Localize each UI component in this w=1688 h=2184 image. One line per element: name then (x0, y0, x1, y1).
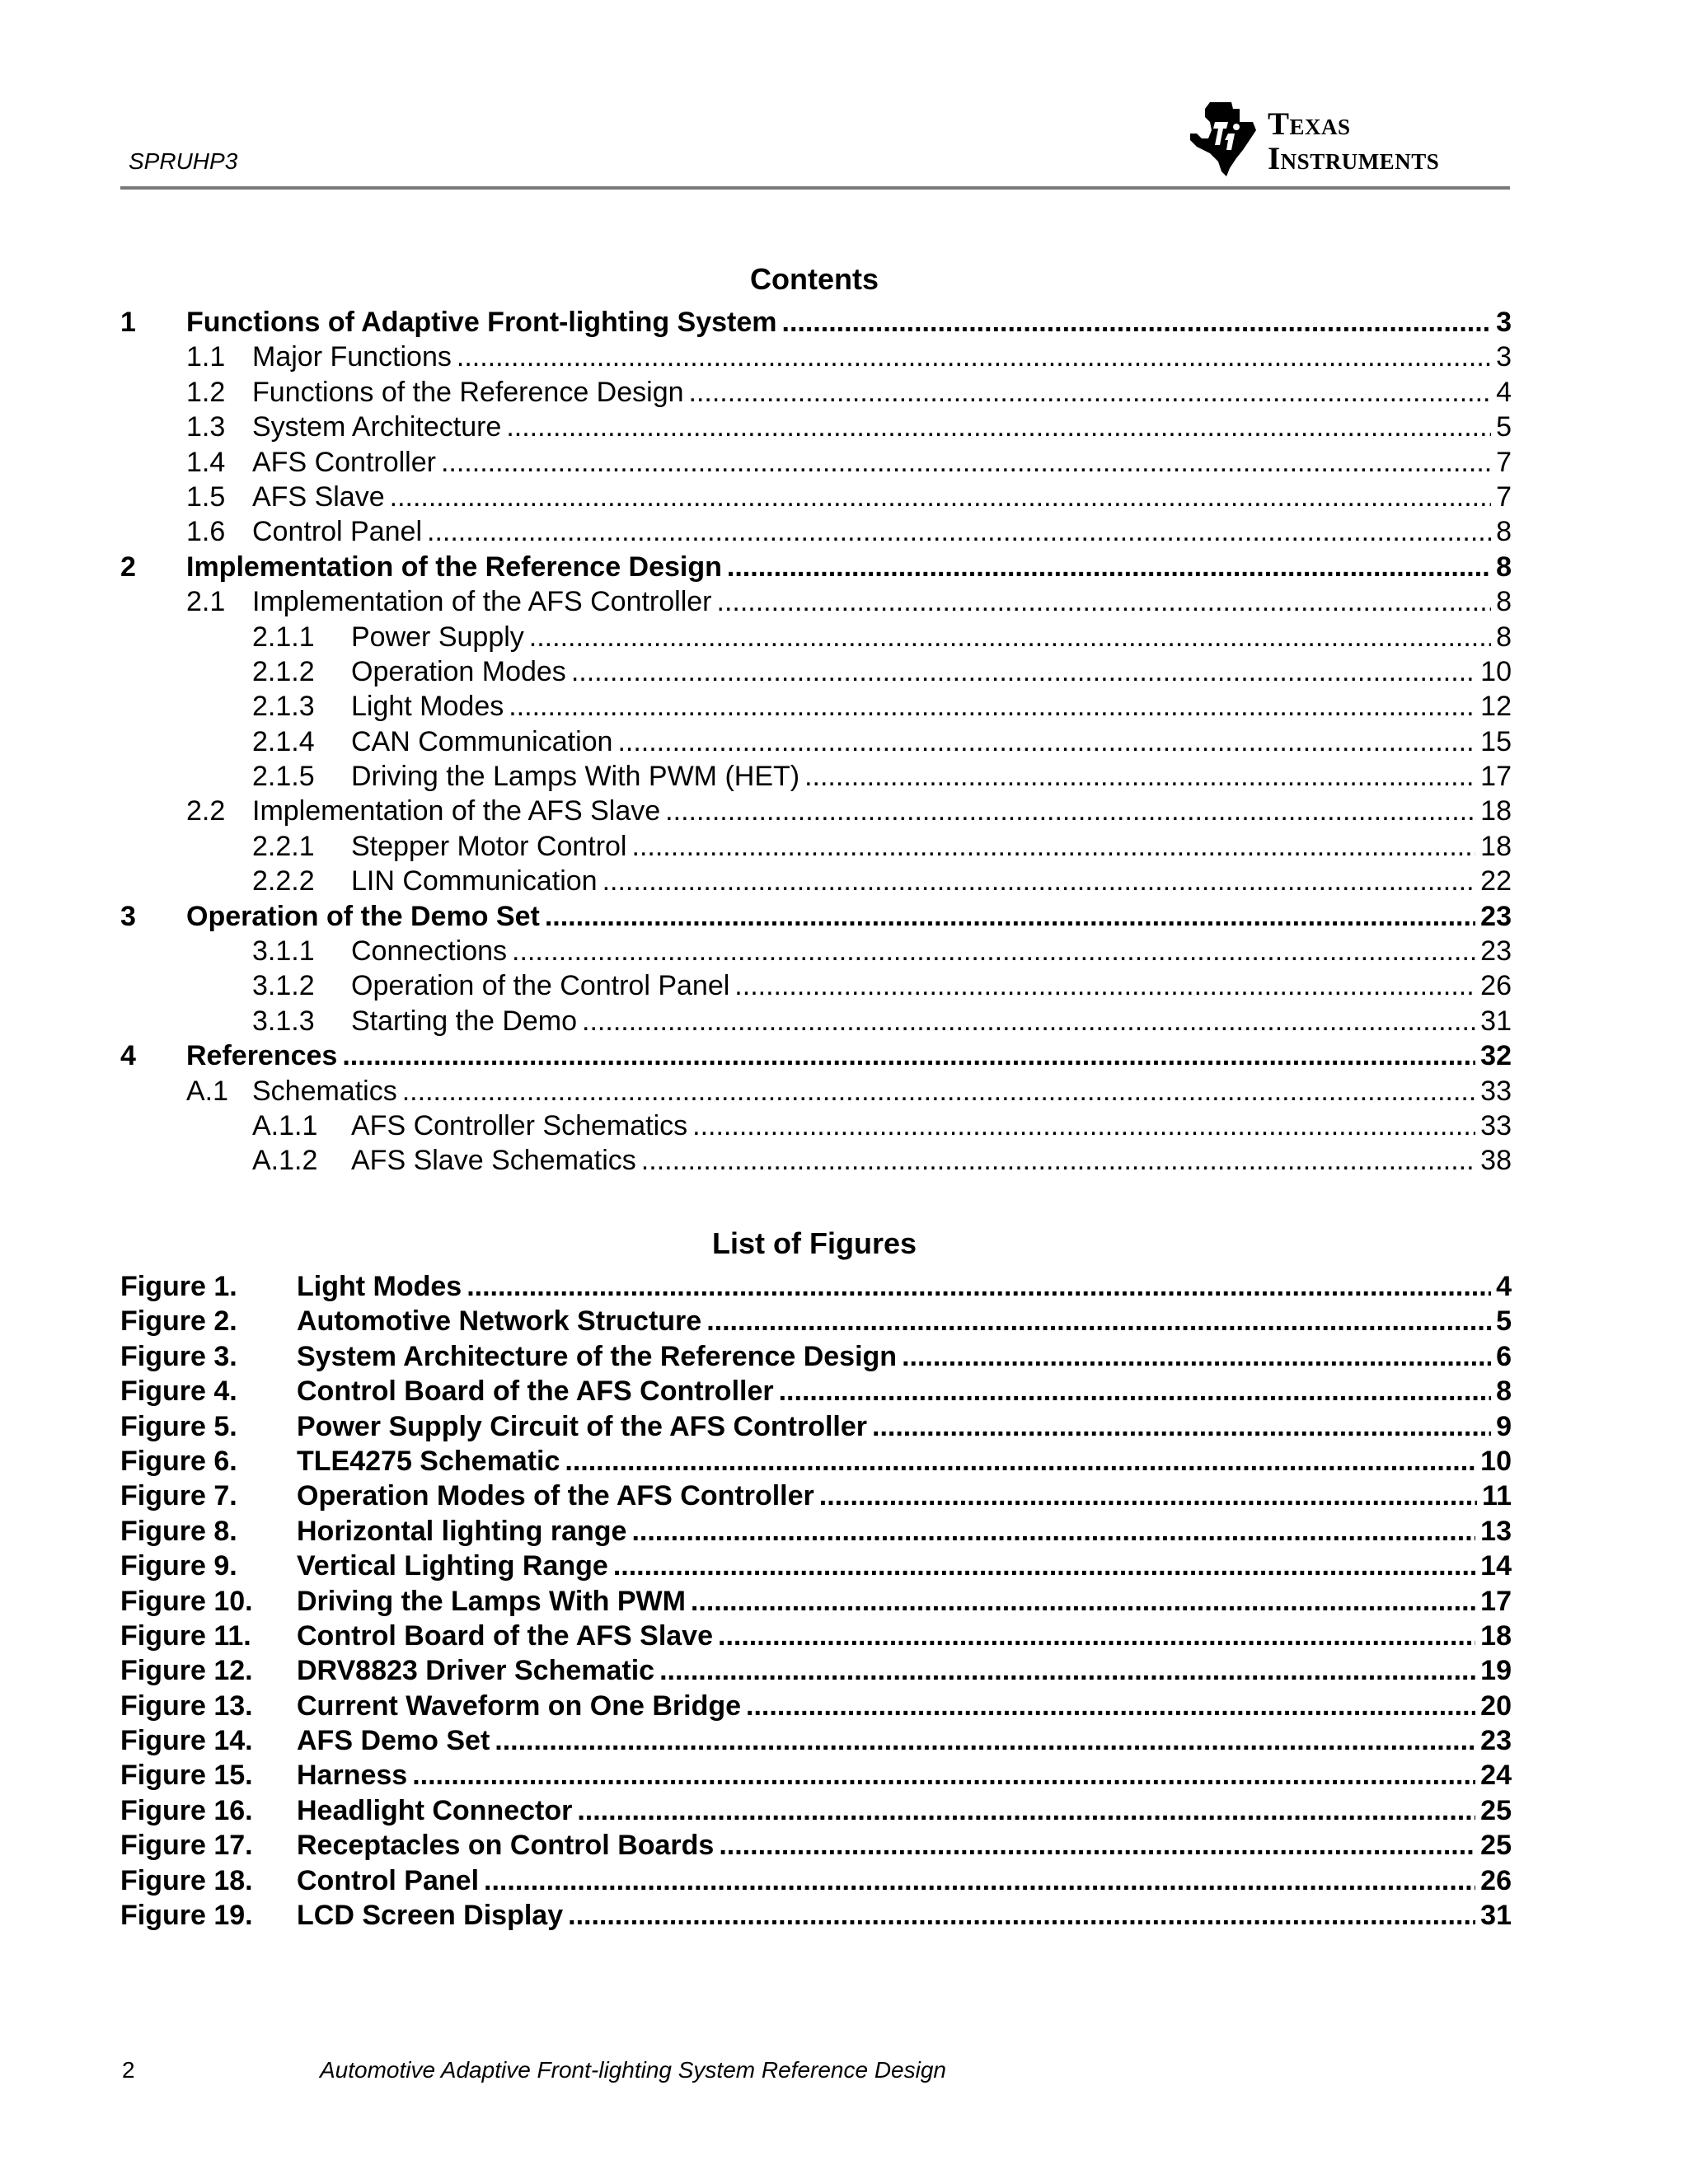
figure-entry-number: Figure 11. (120, 1619, 251, 1652)
toc-entry-number: 1.1 (186, 341, 226, 373)
toc-entry-number: 2.1 (186, 586, 226, 618)
dot-leader (467, 1269, 1491, 1304)
figure-entry-number: Figure 19. (120, 1900, 253, 1932)
contents-title: Contents (750, 262, 879, 296)
figure-entry[interactable] (120, 1549, 1512, 1583)
figure-entry-label: AFS Demo Set (297, 1723, 495, 1758)
toc-entry-label: Major Functions (252, 340, 457, 374)
toc-entry[interactable] (120, 689, 1512, 724)
toc-entry-page: 33 (1475, 1074, 1512, 1108)
dot-leader (659, 1653, 1475, 1688)
figure-entry-label: Current Waveform on One Bridge (297, 1689, 746, 1723)
toc-entry-number: 1.6 (186, 516, 226, 548)
toc-entry-page: 8 (1491, 620, 1512, 654)
toc-entry-number: 2.1.3 (252, 691, 315, 723)
toc-entry-number: 2.1.5 (252, 761, 315, 793)
toc-entry-label: Light Modes (351, 689, 509, 724)
toc-entry-label: Operation Modes (351, 654, 571, 689)
toc-entry-page: 15 (1475, 724, 1512, 759)
toc-entry-label: CAN Communication (351, 724, 617, 759)
dot-leader (641, 1143, 1475, 1178)
dot-leader (529, 620, 1491, 654)
figure-entry[interactable] (120, 1898, 1512, 1933)
toc-entry-page: 32 (1475, 1038, 1512, 1073)
table-of-contents (120, 305, 1512, 1179)
figure-entry-label: Horizontal lighting range (297, 1514, 631, 1549)
toc-entry-page: 7 (1491, 480, 1512, 514)
dot-leader (804, 759, 1475, 794)
figure-entry-page: 10 (1475, 1444, 1512, 1479)
toc-entry-number: 2 (120, 551, 136, 583)
figure-entry-page: 17 (1475, 1584, 1512, 1619)
figure-entry-page: 31 (1475, 1898, 1512, 1933)
toc-entry-page: 33 (1475, 1108, 1512, 1143)
dot-leader (872, 1409, 1491, 1444)
toc-entry[interactable] (120, 584, 1512, 619)
dot-leader (603, 864, 1476, 898)
figure-entry-number: Figure 7. (120, 1480, 237, 1512)
dot-leader (719, 1828, 1475, 1863)
footer-page-number: 2 (122, 2057, 135, 2083)
dot-leader (495, 1723, 1475, 1758)
figure-entry[interactable] (120, 1758, 1512, 1793)
figure-entry-label: Automotive Network Structure (297, 1304, 706, 1338)
toc-entry[interactable] (120, 550, 1512, 584)
toc-entry-label: Starting the Demo (351, 1004, 582, 1038)
toc-entry-page: 5 (1491, 410, 1512, 444)
toc-entry-number: 2.1.2 (252, 655, 315, 687)
toc-entry-page: 8 (1491, 514, 1512, 549)
figure-entry-number: Figure 17. (120, 1830, 253, 1862)
toc-entry-page: 26 (1475, 968, 1512, 1003)
figure-entry-label: TLE4275 Schematic (297, 1444, 565, 1479)
toc-entry-label: LIN Communication (351, 864, 603, 898)
figure-entry-number: Figure 6. (120, 1445, 237, 1477)
toc-entry-label: Functions of Adaptive Front-lighting System (186, 305, 782, 340)
figure-entry-label: Power Supply Circuit of the AFS Controller (297, 1409, 872, 1444)
toc-entry-number: 1.3 (186, 411, 226, 443)
figure-entry-page: 25 (1475, 1828, 1512, 1863)
toc-entry-page: 38 (1475, 1143, 1512, 1178)
toc-entry[interactable] (120, 654, 1512, 689)
toc-entry-number: 3.1.2 (252, 970, 315, 1002)
toc-entry-page: 8 (1491, 584, 1512, 619)
toc-entry-page: 23 (1475, 899, 1512, 934)
dot-leader (734, 968, 1475, 1003)
toc-entry[interactable] (120, 1004, 1512, 1038)
toc-entry-page: 8 (1491, 550, 1512, 584)
toc-entry-number: 2.2.2 (252, 865, 315, 898)
ti-logo-icon (1185, 97, 1261, 180)
figure-entry-number: Figure 5. (120, 1410, 237, 1442)
toc-entry[interactable] (120, 899, 1512, 934)
toc-entry-page: 18 (1475, 794, 1512, 828)
toc-entry[interactable] (120, 968, 1512, 1003)
figure-entry-number: Figure 12. (120, 1655, 253, 1687)
figure-entry-label: LCD Screen Display (297, 1898, 568, 1933)
figure-entry-number: Figure 14. (120, 1725, 253, 1757)
toc-entry-label: Implementation of the AFS Slave (252, 794, 665, 828)
dot-leader (565, 1444, 1475, 1479)
dot-leader (617, 724, 1475, 759)
toc-entry-label: AFS Slave Schematics (351, 1143, 641, 1178)
logo-line-1: Texas (1268, 106, 1351, 142)
figures-title: List of Figures (711, 1226, 917, 1260)
figure-entry[interactable] (120, 1409, 1512, 1444)
document-id: SPRUHP3 (129, 148, 238, 174)
toc-entry[interactable] (120, 445, 1512, 480)
figure-entry[interactable] (120, 1584, 1512, 1619)
dot-leader (427, 514, 1491, 549)
dot-leader (746, 1689, 1475, 1723)
dot-leader (632, 829, 1476, 864)
figure-entry-label: Harness (297, 1758, 412, 1793)
figure-entry-number: Figure 9. (120, 1550, 237, 1582)
figure-entry-number: Figure 18. (120, 1864, 253, 1896)
figure-entry-page: 26 (1475, 1863, 1512, 1898)
figure-entry[interactable] (120, 1793, 1512, 1828)
toc-entry-label: Functions of the Reference Design (252, 375, 689, 410)
figure-entry[interactable] (120, 1723, 1512, 1758)
figure-entry-number: Figure 3. (120, 1340, 237, 1372)
toc-entry-page: 7 (1491, 445, 1512, 480)
dot-leader (717, 584, 1492, 619)
figure-entry-label: DRV8823 Driver Schematic (297, 1653, 659, 1688)
toc-entry-number: A.1.1 (252, 1109, 318, 1141)
figure-entry-page: 9 (1491, 1409, 1512, 1444)
figure-entry-number: Figure 15. (120, 1760, 253, 1792)
toc-entry-label: Operation of the Control Panel (351, 968, 734, 1003)
toc-entry-number: A.1.2 (252, 1145, 318, 1177)
dot-leader (718, 1619, 1475, 1653)
toc-entry[interactable] (120, 480, 1512, 514)
figure-entry-label: Control Board of the AFS Slave (297, 1619, 718, 1653)
figure-entry[interactable] (120, 1863, 1512, 1898)
toc-entry-label: Power Supply (351, 620, 529, 654)
toc-entry-page: 12 (1475, 689, 1512, 724)
toc-entry-page: 10 (1475, 654, 1512, 689)
figure-entry-label: Control Panel (297, 1863, 484, 1898)
toc-entry[interactable] (120, 375, 1512, 410)
figure-entry-number: Figure 10. (120, 1585, 253, 1617)
toc-entry-number: 1.4 (186, 446, 226, 478)
figure-entry-page: 25 (1475, 1793, 1512, 1828)
figure-entry-label: System Architecture of the Reference Design (297, 1339, 902, 1374)
figure-entry-number: Figure 1. (120, 1271, 237, 1302)
dot-leader (665, 794, 1475, 828)
figure-entry-label: Vertical Lighting Range (297, 1549, 613, 1583)
figure-entry-label: Receptacles on Control Boards (297, 1828, 719, 1863)
figure-entry-label: Control Board of the AFS Controller (297, 1374, 779, 1408)
toc-entry-number: 3 (120, 900, 136, 932)
figure-entry-label: Operation Modes of the AFS Controller (297, 1479, 819, 1513)
dot-leader (568, 1898, 1475, 1933)
toc-entry[interactable] (120, 514, 1512, 549)
dot-leader (509, 689, 1475, 724)
dot-leader (727, 550, 1491, 584)
dot-leader (691, 1584, 1475, 1619)
toc-entry-page: 31 (1475, 1004, 1512, 1038)
dot-leader (613, 1549, 1475, 1583)
figure-entry-number: Figure 4. (120, 1376, 237, 1408)
toc-entry[interactable] (120, 1038, 1512, 1073)
toc-entry-page: 22 (1475, 864, 1512, 898)
toc-entry-page: 23 (1475, 934, 1512, 968)
figure-entry-page: 20 (1475, 1689, 1512, 1723)
figure-entry-label: Headlight Connector (297, 1793, 577, 1828)
toc-entry[interactable] (120, 794, 1512, 828)
dot-leader (782, 305, 1492, 340)
ti-logo (1185, 97, 1508, 183)
toc-entry-label: Connections (351, 934, 512, 968)
dot-leader (692, 1108, 1475, 1143)
figure-entry-page: 19 (1475, 1653, 1512, 1688)
toc-entry-label: Operation of the Demo Set (186, 899, 545, 934)
figure-entry-page: 5 (1491, 1304, 1512, 1338)
figure-entry-page: 11 (1477, 1479, 1512, 1513)
figure-entry[interactable] (120, 1653, 1512, 1688)
ti-logo-wordmark (1268, 107, 1439, 176)
toc-entry-number: 3.1.1 (252, 935, 315, 968)
figure-entry[interactable] (120, 1444, 1512, 1479)
toc-entry[interactable] (120, 1143, 1512, 1178)
toc-entry-label: Implementation of the AFS Controller (252, 584, 717, 619)
toc-entry-number: 1.2 (186, 376, 226, 408)
dot-leader (506, 410, 1491, 444)
dot-leader (412, 1758, 1475, 1793)
toc-entry-number: 2.1.4 (252, 725, 315, 757)
toc-entry-page: 3 (1491, 305, 1512, 340)
toc-entry-number: 1 (120, 307, 136, 338)
dot-leader (582, 1004, 1475, 1038)
toc-entry[interactable] (120, 1108, 1512, 1143)
toc-entry-number: 2.2 (186, 795, 226, 827)
dot-leader (779, 1374, 1491, 1408)
toc-entry-label: Stepper Motor Control (351, 829, 632, 864)
dot-leader (706, 1304, 1491, 1338)
figure-entry-number: Figure 2. (120, 1305, 237, 1338)
dot-leader (902, 1339, 1491, 1374)
figure-entry[interactable] (120, 1689, 1512, 1723)
toc-entry-number: 1.5 (186, 480, 226, 513)
dot-leader (819, 1479, 1477, 1513)
figure-entry[interactable] (120, 1828, 1512, 1863)
dot-leader (441, 445, 1491, 480)
toc-entry-number: 2.1.1 (252, 621, 315, 653)
toc-entry[interactable] (120, 620, 1512, 654)
toc-entry[interactable] (120, 410, 1512, 444)
dot-leader (631, 1514, 1475, 1549)
figure-entry-page: 23 (1475, 1723, 1512, 1758)
figure-entry-page: 4 (1491, 1269, 1512, 1304)
toc-entry-number: 3.1.3 (252, 1005, 315, 1037)
toc-entry[interactable] (120, 864, 1512, 898)
dot-leader (390, 480, 1491, 514)
dot-leader (457, 340, 1491, 374)
dot-leader (545, 899, 1475, 934)
toc-entry[interactable] (120, 724, 1512, 759)
toc-entry-number: 4 (120, 1040, 136, 1072)
dot-leader (402, 1074, 1475, 1108)
toc-entry-label: AFS Slave (252, 480, 390, 514)
figure-entry[interactable] (120, 1374, 1512, 1408)
figure-entry-label: Light Modes (297, 1269, 467, 1304)
toc-entry-label: AFS Controller (252, 445, 441, 480)
figure-entry[interactable] (120, 1304, 1512, 1338)
figure-entry-number: Figure 16. (120, 1794, 253, 1826)
toc-entry[interactable] (120, 305, 1512, 340)
list-of-figures (120, 1269, 1512, 1933)
logo-line-2: Instruments (1268, 141, 1440, 176)
figure-entry-number: Figure 13. (120, 1690, 253, 1722)
toc-entry-label: Driving the Lamps With PWM (HET) (351, 759, 804, 794)
toc-entry-page: 3 (1491, 340, 1512, 374)
toc-entry-label: Schematics (252, 1074, 402, 1108)
toc-entry-label: Control Panel (252, 514, 427, 549)
footer-document-title: Automotive Adaptive Front-lighting System Reference Design (320, 2057, 946, 2083)
figure-entry-page: 18 (1475, 1619, 1512, 1653)
toc-entry-label: References (186, 1038, 342, 1073)
figure-entry-page: 14 (1475, 1549, 1512, 1583)
figure-entry-number: Figure 8. (120, 1515, 237, 1547)
figure-entry-page: 8 (1491, 1374, 1512, 1408)
figure-entry[interactable] (120, 1269, 1512, 1304)
toc-entry[interactable] (120, 759, 1512, 794)
toc-entry-number: 2.2.1 (252, 830, 315, 862)
toc-entry-page: 4 (1491, 375, 1512, 410)
dot-leader (577, 1793, 1475, 1828)
header-divider (120, 186, 1510, 190)
toc-entry[interactable] (120, 340, 1512, 374)
figure-entry[interactable] (120, 1339, 1512, 1374)
figure-entry[interactable] (120, 1619, 1512, 1653)
figure-entry-page: 13 (1475, 1514, 1512, 1549)
figure-entry-page: 24 (1475, 1758, 1512, 1793)
toc-entry[interactable] (120, 829, 1512, 864)
toc-entry[interactable] (120, 934, 1512, 968)
dot-leader (512, 934, 1475, 968)
dot-leader (484, 1863, 1475, 1898)
dot-leader (342, 1038, 1475, 1073)
figure-entry[interactable] (120, 1514, 1512, 1549)
figure-entry[interactable] (120, 1479, 1512, 1513)
toc-entry-number: A.1 (186, 1075, 229, 1107)
figure-entry-page: 6 (1491, 1339, 1512, 1374)
toc-entry[interactable] (120, 1074, 1512, 1108)
toc-entry-page: 18 (1475, 829, 1512, 864)
dot-leader (571, 654, 1475, 689)
toc-entry-label: AFS Controller Schematics (351, 1108, 692, 1143)
toc-entry-page: 17 (1475, 759, 1512, 794)
toc-entry-label: Implementation of the Reference Design (186, 550, 727, 584)
figure-entry-label: Driving the Lamps With PWM (297, 1584, 691, 1619)
dot-leader (689, 375, 1492, 410)
toc-entry-label: System Architecture (252, 410, 506, 444)
